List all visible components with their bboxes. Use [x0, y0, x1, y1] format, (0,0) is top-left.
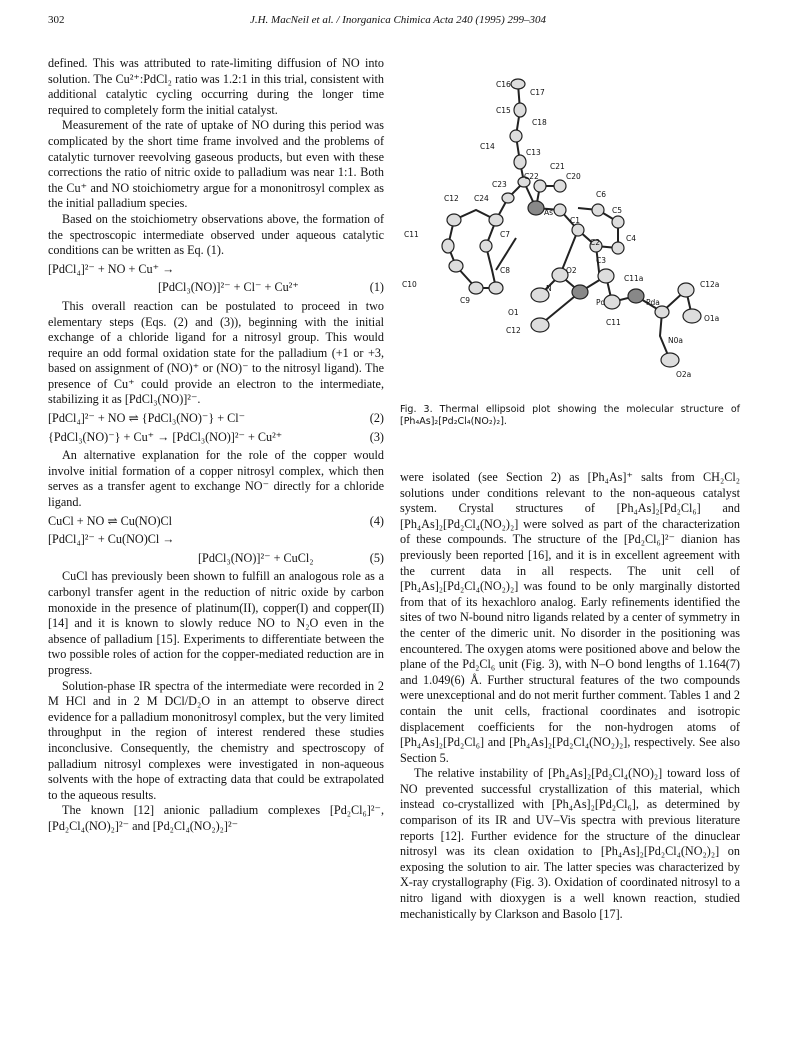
atom-label: C5 — [612, 206, 623, 215]
atom-label: C20 — [566, 172, 581, 181]
atom-label: C12 — [506, 326, 521, 335]
atom-label: O1 — [508, 308, 519, 317]
atom-label: N0a — [668, 336, 683, 345]
journal-citation: J.H. MacNeil et al. / Inorganica Chimica Acta 240 (1995) 299–304 — [249, 14, 547, 26]
paragraph: The known [12] anionic palladium complexes [Pd₂Cl₆]²⁻, [Pd₂Cl₄(NO)₂]²⁻ and [Pd₂Cl₄(NO₂)₂]²⁻ — [48, 803, 384, 833]
atom-label: C11 — [606, 318, 621, 327]
equation-3: {PdCl₃(NO)⁻} + Cu⁺ → [PdCl₃(NO)]²⁻ + Cu²⁺ (3) — [48, 429, 384, 444]
atom-label: N — [546, 284, 552, 293]
equation-1-line2: [PdCl₃(NO)]²⁻ + Cl⁻ + Cu²⁺ (1) — [158, 280, 384, 295]
atom-label: C21 — [550, 162, 565, 171]
left-column — [48, 56, 384, 835]
figure-caption: Fig. 3. Thermal ellipsoid plot showing the molecular structure of [Ph₄As]₂[Pd₂Cl₄(NO₂)₂]. — [400, 404, 740, 427]
page-number: 302 — [48, 14, 65, 26]
atom-label: C1 — [570, 216, 581, 225]
equation-4: CuCl + NO ⇌ Cu(NO)Cl (4) — [48, 513, 384, 528]
atom-label: C17 — [530, 88, 545, 97]
paragraph: An alternative explanation for the role of the copper would involve initial formation of a copper nitrosyl complex, which then serves as a transfer agent to exchange NO⁻ directly for a chloride ligand. — [48, 448, 384, 510]
equation-1-line1: [PdCl₄]²⁻ + NO + Cu⁺ → — [48, 261, 175, 276]
atom-label: C6 — [596, 190, 607, 199]
atom-label: C24 — [474, 194, 489, 203]
atom-label: O2 — [566, 266, 577, 275]
atom-label: As — [544, 208, 554, 217]
atom-label: C2 — [590, 238, 601, 247]
atom-label: Pd — [596, 298, 606, 307]
atom-label: O1a — [704, 314, 720, 323]
paragraph: Based on the stoichiometry observations above, the formation of the spectroscopic intermediate observed under aqueous catalytic conditions can be written as Eq. (1). — [48, 211, 384, 258]
figure-atom-labels — [400, 70, 740, 400]
atom-label: C12a — [700, 280, 720, 289]
equation-5-line1: [PdCl₄]²⁻ + Cu(NO)Cl → — [48, 532, 175, 547]
paragraph: were isolated (see Section 2) as [Ph₄As]⁺ salts from CH₂Cl₂ solutions under conditions relevant to the non-aqueous catalyst system. Crystal structures of [Ph₄As]₂[Pd₂Cl₆] and [Ph₄As]₂[Pd₂Cl₄(NO₂)₂] were solved as part of the characterization of these compounds. The structure of the [Pd₂Cl₆]²⁻ dianion has previously been reported [16], and it is in excellent agreement with the current data in all respects. The unit cell of [Ph₄As]₂[Pd₂Cl₄(NO₂)₂] was found to be only marginally distorted from that of its hexachloro analog. Early refinements identified the sites of two N-bound nitro ligands related by a center of symmetry in the center of the dimeric unit. No disorder in the positioning was encountered. The oxygen atoms were positioned above and below the plane of the Pd₂Cl₆ unit (Fig. 3), with N–O bond lengths of 1.164(7) and 1.049(6) Å. Further structural features of the two compounds were unexceptional and do not merit further comment. Tables 1 and 2 contain the unit cells, fractional coordinates and isotropic displacement coefficients for the non-hydrogen atoms of [Ph₄As]₂[Pd₂Cl₆] and [Ph₄As]₂[Pd₂Cl₄(NO₂)₂], respectively. See also Section 5. — [400, 470, 740, 765]
paragraph: This overall reaction can be postulated to proceed in two elementary steps (Eqs. (2) and (3)), beginning with the initial exchange of a chloride ligand for a nitrosyl group. This would require an odd formal oxidation state for the palladium (+1 or +3, based on assignment of (NO)⁺ or (NO)⁻ to the nitrosyl ligand). The presence of Cu⁺ could provide an electron to the intermediate, stabilizing it as [PdCl₃(NO)]²⁻. — [48, 298, 384, 407]
atom-label: C4 — [626, 234, 637, 243]
atom-label: C16 — [496, 80, 511, 89]
atom-label: C15 — [496, 106, 511, 115]
equation-5-line2: [PdCl₃(NO)]²⁻ + CuCl₂ (5) — [198, 550, 384, 565]
paragraph: Measurement of the rate of uptake of NO during this period was complicated by the short time frame involved and the problems of catalytic turnover reevolving gaseous products, but even with these corrections the ratio of nitric oxide to palladium was near 1:1. Both the Cu⁺ and NO stoichiometry argue for a mononitrosyl complex as the initial palladium species. — [48, 118, 384, 211]
paragraph: The relative instability of [Ph₄As]₂[Pd₂Cl₄(NO)₂] toward loss of NO prevented successful crystallization of this material, which instead co-crystallized with [Ph₄As]₂[Pd₂Cl₆], as determined by comparison of its IR and UV–Vis spectra with previous literature reports [12]. Further evidence for the structure of the dinuclear nitrosyl was its clean oxidation to [Ph₄As]₂[Pd₂Cl₄(NO₂)₂] on exposing the solution to air. The latter species was characterized by X-ray crystallography (Fig. 3). Oxidation of coordinated nitrosyl to a nitro ligand with dioxygen is a well known reaction, studied mechanistically by Clarkson and Basolo [17]. — [400, 766, 740, 921]
right-column — [400, 470, 740, 922]
paragraph: Solution-phase IR spectra of the intermediate were recorded in 2 M HCl and in 2 M DCl/D₂O in an attempt to observe direct evidence for a palladium mononitrosyl complex, but the very limited throughput in the region of interest rendered these studies inconclusive. Consequently, the chemistry and spectroscopy of palladium nitrosyl complexes were investigated in non-aqueous solvents with the hope of extracting data that could be extrapolated to the aqueous results. — [48, 678, 384, 802]
atom-label: C3 — [596, 256, 607, 265]
paragraph: defined. This was attributed to rate-limiting diffusion of NO into solution. The Cu²⁺:PdCl₂ ratio was 1.2:1 in this trial, consistent with additional catalytic cycling occurring during the longer time required to completely form the initial catalyst. — [48, 56, 384, 117]
atom-label: C8 — [500, 266, 511, 275]
paragraph: CuCl has previously been shown to fulfill an analogous role as a carbonyl transfer agent in the reduction of nitric oxide by carbon monoxide in the presence of platinum(II), copper(I) and copper(II) [14] and it is known to slowly reduce NO to N₂O even in the absence of palladium [15]. Experiments to differentiate between the two possible roles of action for the copper-mediated reduction are in progress. — [48, 569, 384, 677]
atom-label: C9 — [460, 296, 471, 305]
atom-label: C23 — [492, 180, 507, 189]
atom-label: O2a — [676, 370, 692, 379]
atom-label: C18 — [532, 118, 547, 127]
atom-label: C12 — [444, 194, 459, 203]
atom-label: C11a — [624, 274, 644, 283]
atom-label: Pda — [646, 298, 660, 307]
atom-label: C11 — [404, 230, 419, 239]
atom-label: C13 — [526, 148, 541, 157]
equation-2: [PdCl₄]²⁻ + NO ⇌ {PdCl₃(NO)⁻} + Cl⁻ (2) — [48, 411, 384, 426]
atom-label: C10 — [402, 280, 417, 289]
atom-label: C7 — [500, 230, 511, 239]
atom-label: C22 — [524, 172, 539, 181]
atom-label: C14 — [480, 142, 495, 151]
